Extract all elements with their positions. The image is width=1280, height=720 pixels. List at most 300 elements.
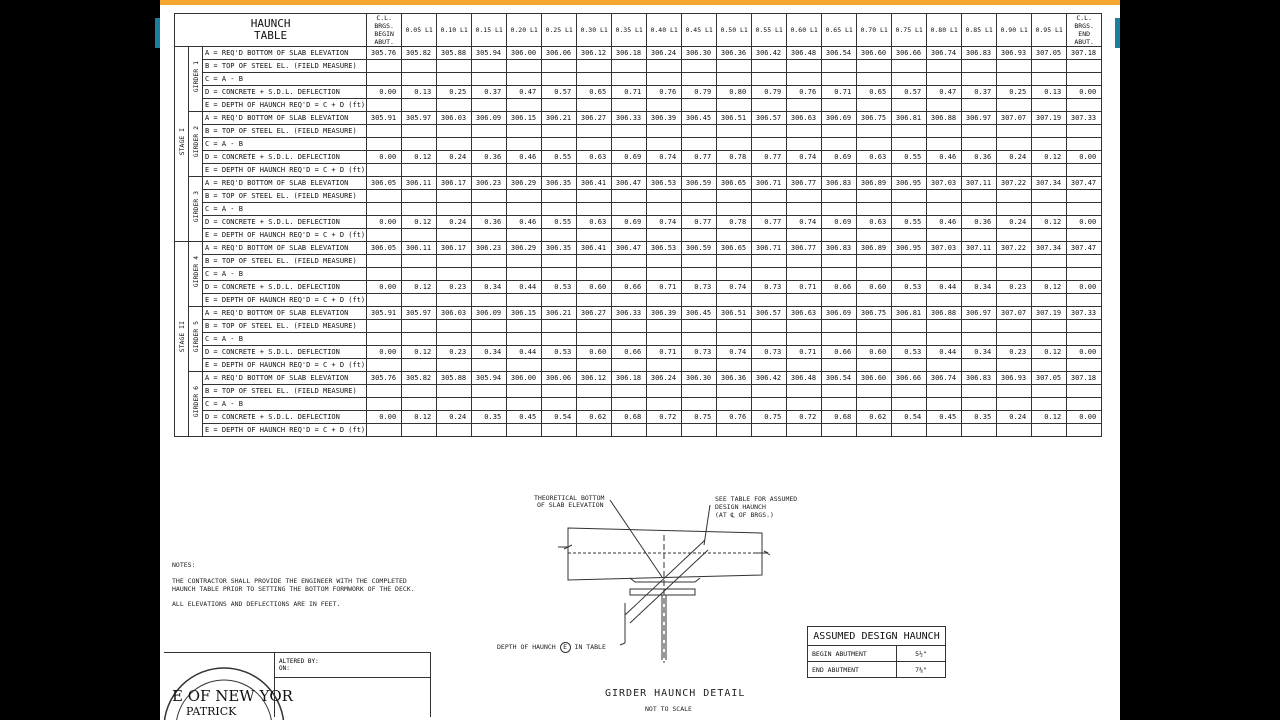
table-cell: 0.75 — [752, 411, 787, 424]
table-cell — [962, 138, 997, 151]
table-cell — [402, 320, 437, 333]
table-row — [175, 346, 1102, 359]
column-header-text: END — [1078, 30, 1091, 38]
table-cell — [612, 320, 647, 333]
table-cell — [612, 359, 647, 372]
table-cell: 307.03 — [927, 242, 962, 255]
table-cell: 306.39 — [647, 112, 682, 125]
table-cell: 0.34 — [472, 281, 507, 294]
table-cell — [612, 294, 647, 307]
column-header-text: BEGIN — [374, 30, 394, 38]
column-header — [437, 14, 472, 47]
table-cell — [402, 203, 437, 216]
table-cell — [857, 359, 892, 372]
table-cell — [787, 190, 822, 203]
table-cell — [542, 320, 577, 333]
table-cell: 0.24 — [997, 151, 1032, 164]
table-cell: 307.07 — [997, 307, 1032, 320]
table-cell: 0.72 — [787, 411, 822, 424]
detail-title: GIRDER HAUNCH DETAIL — [605, 688, 746, 699]
table-cell — [682, 138, 717, 151]
table-cell — [1032, 125, 1067, 138]
table-cell: 306.71 — [752, 177, 787, 190]
table-cell: 0.63 — [577, 151, 612, 164]
table-cell: 0.71 — [647, 281, 682, 294]
table-cell: 306.54 — [822, 47, 857, 60]
table-cell — [682, 424, 717, 437]
table-cell — [402, 398, 437, 411]
table-cell — [752, 138, 787, 151]
table-cell: 306.18 — [612, 47, 647, 60]
table-cell — [612, 73, 647, 86]
table-cell — [927, 294, 962, 307]
table-cell — [507, 359, 542, 372]
table-cell — [717, 255, 752, 268]
table-cell: 0.46 — [927, 151, 962, 164]
label-depth-text: DEPTH OF HAUNCH — [497, 643, 556, 651]
table-cell: 306.11 — [402, 177, 437, 190]
table-cell — [402, 255, 437, 268]
table-cell — [997, 385, 1032, 398]
table-cell — [647, 203, 682, 216]
column-header — [717, 14, 752, 47]
table-cell: 0.45 — [507, 411, 542, 424]
column-header — [507, 14, 542, 47]
table-cell — [787, 398, 822, 411]
table-cell — [472, 125, 507, 138]
table-cell — [577, 398, 612, 411]
table-cell: 0.72 — [647, 411, 682, 424]
table-title-line-2: TABLE — [254, 29, 288, 42]
column-header-text: 0.30 L1 — [580, 26, 608, 34]
table-cell: 307.18 — [1067, 372, 1102, 385]
table-cell — [507, 385, 542, 398]
table-row — [175, 216, 1102, 229]
table-cell: 0.73 — [752, 281, 787, 294]
table-cell — [542, 268, 577, 281]
assumed-end-value: 7⅜" — [897, 662, 946, 678]
column-header — [857, 14, 892, 47]
table-cell: 0.00 — [367, 411, 402, 424]
table-cell — [577, 424, 612, 437]
table-cell: 0.57 — [892, 86, 927, 99]
table-cell: 0.68 — [612, 411, 647, 424]
table-cell: 0.55 — [542, 216, 577, 229]
table-cell — [787, 125, 822, 138]
table-cell — [857, 320, 892, 333]
table-cell — [892, 333, 927, 346]
leader-bottom — [610, 500, 662, 577]
table-cell: 307.47 — [1067, 177, 1102, 190]
table-cell — [927, 138, 962, 151]
table-cell — [682, 255, 717, 268]
table-cell — [682, 294, 717, 307]
stage-label: STAGE I — [177, 128, 186, 156]
table-cell — [437, 99, 472, 112]
table-cell: 306.35 — [542, 242, 577, 255]
table-row — [175, 60, 1102, 73]
table-cell — [612, 60, 647, 73]
table-cell: 0.12 — [402, 281, 437, 294]
table-cell: 306.11 — [402, 242, 437, 255]
table-cell — [542, 398, 577, 411]
label-depth-symbol: E — [560, 642, 571, 653]
table-cell: 306.03 — [437, 307, 472, 320]
table-cell: 0.25 — [437, 86, 472, 99]
table-cell: 0.12 — [402, 216, 437, 229]
table-cell — [717, 73, 752, 86]
table-cell — [542, 229, 577, 242]
table-cell — [682, 229, 717, 242]
table-cell — [962, 268, 997, 281]
break-left — [558, 545, 572, 549]
table-row — [175, 138, 1102, 151]
table-cell: 0.35 — [472, 411, 507, 424]
table-cell — [542, 333, 577, 346]
table-cell — [472, 333, 507, 346]
table-cell — [962, 164, 997, 177]
row-label: B = TOP OF STEEL EL. (FIELD MEASURE) — [203, 60, 367, 73]
table-cell — [507, 73, 542, 86]
row-label: B = TOP OF STEEL EL. (FIELD MEASURE) — [203, 125, 367, 138]
table-cell — [787, 164, 822, 177]
table-cell — [472, 60, 507, 73]
table-cell: 0.74 — [647, 151, 682, 164]
table-cell — [962, 99, 997, 112]
table-cell — [892, 359, 927, 372]
table-cell: 306.17 — [437, 177, 472, 190]
table-cell — [892, 398, 927, 411]
table-cell: 0.75 — [682, 411, 717, 424]
table-cell: 0.65 — [577, 86, 612, 99]
table-cell — [367, 60, 402, 73]
table-cell — [542, 203, 577, 216]
row-label: E = DEPTH OF HAUNCH REQ'D = C + D (ft) — [203, 229, 367, 242]
stage-label: STAGE II — [177, 321, 186, 353]
row-label: E = DEPTH OF HAUNCH REQ'D = C + D (ft) — [203, 164, 367, 177]
table-cell — [472, 255, 507, 268]
table-cell: 0.00 — [1067, 216, 1102, 229]
column-header — [472, 14, 507, 47]
table-cell: 0.00 — [367, 346, 402, 359]
table-cell: 0.55 — [892, 151, 927, 164]
table-row — [175, 73, 1102, 86]
table-cell: 0.44 — [507, 346, 542, 359]
column-header-text: C.L. — [1076, 14, 1092, 22]
table-cell — [542, 190, 577, 203]
table-cell: 306.57 — [752, 307, 787, 320]
table-title — [175, 14, 367, 47]
table-cell — [402, 359, 437, 372]
column-header-text: 0.20 L1 — [510, 26, 538, 34]
table-cell: 306.21 — [542, 307, 577, 320]
table-cell: 0.36 — [962, 151, 997, 164]
table-cell: 0.44 — [927, 281, 962, 294]
table-cell — [437, 424, 472, 437]
table-cell — [367, 190, 402, 203]
table-cell: 0.23 — [997, 281, 1032, 294]
table-cell: 0.77 — [682, 216, 717, 229]
table-cell — [542, 99, 577, 112]
table-row — [175, 151, 1102, 164]
table-cell — [822, 138, 857, 151]
table-cell: 0.76 — [647, 86, 682, 99]
table-cell — [822, 320, 857, 333]
table-cell: 306.93 — [997, 372, 1032, 385]
table-cell — [822, 60, 857, 73]
table-cell — [962, 125, 997, 138]
table-cell: 306.83 — [962, 47, 997, 60]
table-cell: 306.65 — [717, 242, 752, 255]
table-cell: 0.12 — [1032, 151, 1067, 164]
table-cell: 306.77 — [787, 177, 822, 190]
table-cell — [367, 229, 402, 242]
table-cell: 306.30 — [682, 47, 717, 60]
column-header — [367, 14, 402, 47]
table-cell — [367, 99, 402, 112]
table-cell — [857, 398, 892, 411]
table-cell — [717, 138, 752, 151]
table-cell — [542, 255, 577, 268]
table-row — [175, 359, 1102, 372]
table-cell: 0.35 — [962, 411, 997, 424]
table-cell: 0.78 — [717, 216, 752, 229]
table-cell: 0.74 — [787, 216, 822, 229]
table-cell — [822, 294, 857, 307]
table-cell: 307.22 — [997, 242, 1032, 255]
table-cell: 306.97 — [962, 112, 997, 125]
table-cell — [787, 203, 822, 216]
table-cell — [367, 359, 402, 372]
table-cell — [542, 359, 577, 372]
table-cell — [787, 333, 822, 346]
table-cell — [367, 385, 402, 398]
table-cell — [752, 385, 787, 398]
slab-outline — [568, 528, 762, 580]
table-cell: 306.23 — [472, 177, 507, 190]
column-header-text: 0.70 L1 — [860, 26, 888, 34]
table-cell — [962, 320, 997, 333]
column-header-text: 0.05 L1 — [405, 26, 433, 34]
table-cell — [892, 60, 927, 73]
assumed-end-label: END ABUTMENT — [808, 662, 897, 678]
column-header-text: 0.15 L1 — [475, 26, 503, 34]
table-cell — [437, 255, 472, 268]
table-cell: 306.06 — [542, 47, 577, 60]
table-cell: 306.27 — [577, 112, 612, 125]
table-cell: 0.00 — [1067, 411, 1102, 424]
table-cell — [437, 138, 472, 151]
table-cell — [822, 203, 857, 216]
table-cell — [822, 333, 857, 346]
table-cell — [682, 73, 717, 86]
table-cell — [437, 164, 472, 177]
table-cell — [612, 398, 647, 411]
table-cell: 306.17 — [437, 242, 472, 255]
column-header — [402, 14, 437, 47]
table-cell — [577, 60, 612, 73]
table-cell — [367, 203, 402, 216]
table-cell — [717, 268, 752, 281]
table-cell — [1067, 229, 1102, 242]
table-cell — [682, 60, 717, 73]
table-cell — [577, 138, 612, 151]
label-see-table-3: (AT ℄ OF BRGS.) — [715, 511, 774, 519]
table-cell: 0.71 — [822, 86, 857, 99]
column-header — [577, 14, 612, 47]
table-cell — [647, 398, 682, 411]
table-cell — [647, 190, 682, 203]
table-cell — [962, 424, 997, 437]
table-cell — [577, 125, 612, 138]
table-cell — [717, 229, 752, 242]
table-cell: 0.13 — [1032, 86, 1067, 99]
table-cell: 306.51 — [717, 307, 752, 320]
table-cell: 306.18 — [612, 372, 647, 385]
table-cell — [1067, 138, 1102, 151]
table-cell — [507, 99, 542, 112]
column-header-text: 0.60 L1 — [790, 26, 818, 34]
table-cell: 0.69 — [612, 216, 647, 229]
table-cell — [402, 385, 437, 398]
row-label: C = A - B — [203, 73, 367, 86]
table-cell: 306.53 — [647, 242, 682, 255]
table-cell — [927, 333, 962, 346]
table-cell — [682, 164, 717, 177]
table-cell — [822, 255, 857, 268]
table-cell: 307.47 — [1067, 242, 1102, 255]
table-cell — [892, 229, 927, 242]
table-cell — [682, 99, 717, 112]
table-cell — [472, 138, 507, 151]
table-cell: 306.60 — [857, 47, 892, 60]
table-cell — [857, 125, 892, 138]
table-cell — [962, 333, 997, 346]
table-cell: 0.57 — [542, 86, 577, 99]
table-cell: 0.73 — [752, 346, 787, 359]
table-cell — [962, 229, 997, 242]
detail-subtitle: NOT TO SCALE — [645, 705, 692, 713]
table-cell: 306.29 — [507, 242, 542, 255]
table-cell — [892, 99, 927, 112]
column-header-text: 0.45 L1 — [685, 26, 713, 34]
table-cell: 306.33 — [612, 307, 647, 320]
altered-by-label: ALTERED BY: — [279, 658, 319, 665]
table-cell — [997, 125, 1032, 138]
table-cell — [1067, 385, 1102, 398]
table-cell — [892, 268, 927, 281]
table-cell — [787, 320, 822, 333]
table-cell — [542, 60, 577, 73]
table-cell — [787, 268, 822, 281]
table-row — [175, 112, 1102, 125]
table-cell — [927, 424, 962, 437]
table-cell — [787, 73, 822, 86]
column-header-text: BRGS. — [1074, 22, 1094, 30]
table-cell: 0.77 — [682, 151, 717, 164]
note-line-3: ALL ELEVATIONS AND DEFLECTIONS ARE IN FEET. — [172, 600, 341, 608]
table-cell — [1067, 190, 1102, 203]
table-cell — [367, 255, 402, 268]
table-cell — [542, 164, 577, 177]
table-cell: 307.34 — [1032, 242, 1067, 255]
table-cell: 0.23 — [997, 346, 1032, 359]
note-line-2: HAUNCH TABLE PRIOR TO SETTING THE BOTTOM FORMWORK OF THE DECK. — [172, 585, 415, 593]
table-cell: 306.24 — [647, 47, 682, 60]
table-cell: 307.07 — [997, 112, 1032, 125]
top-accent-bar — [160, 0, 1120, 5]
table-cell — [997, 229, 1032, 242]
row-label: E = DEPTH OF HAUNCH REQ'D = C + D (ft) — [203, 294, 367, 307]
table-cell — [612, 229, 647, 242]
table-cell: 306.09 — [472, 112, 507, 125]
table-cell: 0.66 — [822, 346, 857, 359]
assumed-begin-value: 5½" — [897, 646, 946, 662]
table-cell: 306.41 — [577, 242, 612, 255]
row-label: A = REQ'D BOTTOM OF SLAB ELEVATION — [203, 47, 367, 60]
table-cell — [1032, 138, 1067, 151]
table-cell — [682, 333, 717, 346]
table-cell: 0.12 — [402, 411, 437, 424]
table-cell: 0.53 — [892, 346, 927, 359]
table-cell — [752, 359, 787, 372]
table-cell — [402, 229, 437, 242]
table-cell: 306.81 — [892, 112, 927, 125]
dimension-line-2 — [630, 550, 708, 623]
table-row — [175, 411, 1102, 424]
table-cell: 307.22 — [997, 177, 1032, 190]
table-cell: 306.41 — [577, 177, 612, 190]
table-cell — [472, 424, 507, 437]
table-cell — [612, 333, 647, 346]
table-cell: 0.74 — [717, 346, 752, 359]
break-right — [756, 551, 770, 555]
table-cell — [927, 125, 962, 138]
table-cell: 306.42 — [752, 47, 787, 60]
table-cell: 306.45 — [682, 112, 717, 125]
right-edge-tab — [1115, 18, 1120, 48]
table-cell — [367, 333, 402, 346]
table-cell: 0.77 — [752, 216, 787, 229]
table-row — [175, 372, 1102, 385]
table-cell: 306.23 — [472, 242, 507, 255]
table-cell: 306.83 — [822, 242, 857, 255]
table-cell: 307.11 — [962, 177, 997, 190]
table-cell: 0.24 — [997, 216, 1032, 229]
label-depth-tail: IN TABLE — [574, 643, 606, 651]
table-cell — [402, 424, 437, 437]
table-cell: 305.88 — [437, 372, 472, 385]
table-cell — [857, 255, 892, 268]
column-header — [822, 14, 857, 47]
table-cell: 306.29 — [507, 177, 542, 190]
table-cell: 0.47 — [507, 86, 542, 99]
table-cell — [577, 99, 612, 112]
table-cell — [962, 359, 997, 372]
table-cell — [367, 125, 402, 138]
table-cell: 0.69 — [822, 216, 857, 229]
table-cell: 0.36 — [472, 151, 507, 164]
table-cell: 0.34 — [962, 281, 997, 294]
table-cell — [507, 294, 542, 307]
table-cell — [367, 268, 402, 281]
table-cell — [507, 125, 542, 138]
table-cell — [612, 268, 647, 281]
table-cell — [1067, 424, 1102, 437]
table-cell: 0.37 — [962, 86, 997, 99]
girder-label-cell — [189, 372, 203, 437]
table-cell — [367, 138, 402, 151]
